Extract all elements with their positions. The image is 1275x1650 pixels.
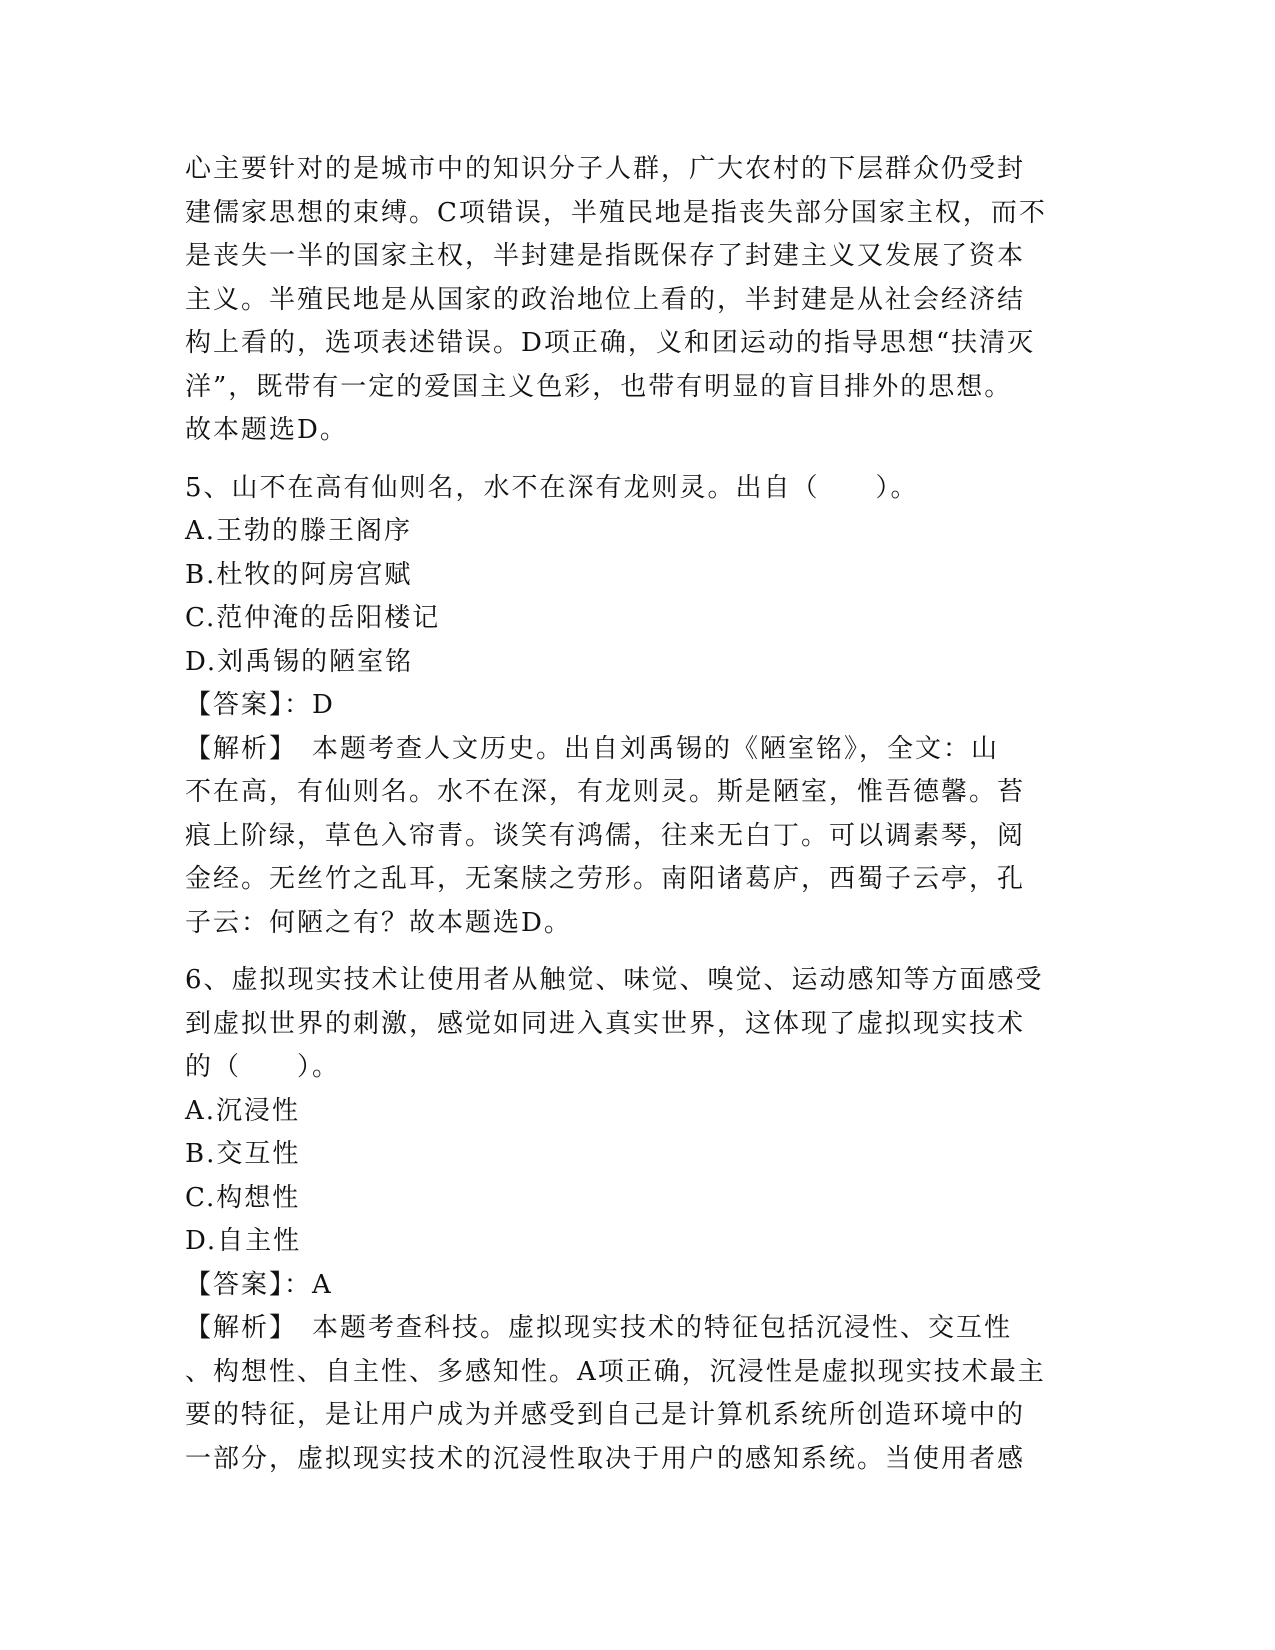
question-6 (185, 959, 1090, 1481)
option-b: B.交互性 (185, 1139, 301, 1169)
analysis-line: 金经。无丝竹之乱耳，无案牍之劳形。南阳诸葛庐，西蜀子云亭，孔 (185, 864, 1026, 894)
analysis-line: 一部分，虚拟现实技术的沉浸性取决于用户的感知系统。当使用者感 (185, 1443, 1026, 1474)
option-d: D.刘禹锡的陋室铭 (185, 646, 414, 677)
analysis-line: 【解析】 本题考查人文历史。出自刘禹锡的《陋室铭》，全文：山 (185, 733, 1000, 764)
answer: 【答案】：D (185, 690, 335, 720)
option-c: C.范仲淹的岳阳楼记 (185, 603, 441, 633)
analysis-line: 不在高，有仙则名。水不在深，有龙则灵。斯是陋室，惟吾德馨。苔 (185, 777, 1026, 807)
analysis-line: 心主要针对的是城市中的知识分子人群，广大农村的下层群众仍受封 (185, 154, 1026, 184)
analysis-line: 痕上阶绿，草色入帘青。谈笑有鸿儒，往来无白丁。可以调素琴，阅 (185, 820, 1026, 851)
continued-analysis (185, 148, 1090, 453)
question-stem: 6、虚拟现实技术让使用者从触觉、味觉、嗅觉、运动感知等方面感受 (185, 965, 1044, 995)
analysis-line: 故本题选D。 (185, 415, 348, 445)
option-a: A.沉浸性 (185, 1095, 301, 1126)
answer: 【答案】：A (185, 1269, 333, 1300)
page-content (185, 148, 1090, 1481)
analysis-line: 子云：何陋之有？故本题选D。 (185, 907, 572, 938)
option-a: A.王勃的滕王阁序 (185, 516, 413, 546)
question-5 (185, 467, 1090, 946)
option-c: C.构想性 (185, 1182, 301, 1213)
analysis-line: 要的特征，是让用户成为并感受到自己是计算机系统所创造环境中的 (185, 1400, 1026, 1430)
analysis-line: 、构想性、自主性、多感知性。A项正确，沉浸性是虚拟现实技术最主 (185, 1356, 1046, 1387)
analysis-line: 洋”，既带有一定的爱国主义色彩，也带有明显的盲目排外的思想。 (185, 371, 1013, 402)
analysis-line: 【解析】 本题考查科技。虚拟现实技术的特征包括沉浸性、交互性 (185, 1313, 1013, 1343)
question-stem: 的（ ）。 (185, 1052, 341, 1082)
question-stem: 5、山不在高有仙则名，水不在深有龙则灵。出自（ ）。 (185, 472, 919, 503)
option-d: D.自主性 (185, 1226, 302, 1256)
option-b: B.杜牧的阿房宫赋 (185, 559, 413, 590)
analysis-line: 主义。半殖民地是从国家的政治地位上看的，半封建是从社会经济结 (185, 284, 1026, 315)
analysis-line: 是丧失一半的国家主权，半封建是指既保存了封建主义又发展了资本 (185, 241, 1026, 271)
analysis-line: 建儒家思想的束缚。C项错误，半殖民地是指丧失部分国家主权，而不 (185, 197, 1047, 228)
question-stem: 到虚拟世界的刺激，感觉如同进入真实世界，这体现了虚拟现实技术 (185, 1008, 1026, 1039)
analysis-line: 构上看的，选项表述错误。D项正确，义和团运动的指导思想“扶清灭 (185, 328, 1036, 358)
